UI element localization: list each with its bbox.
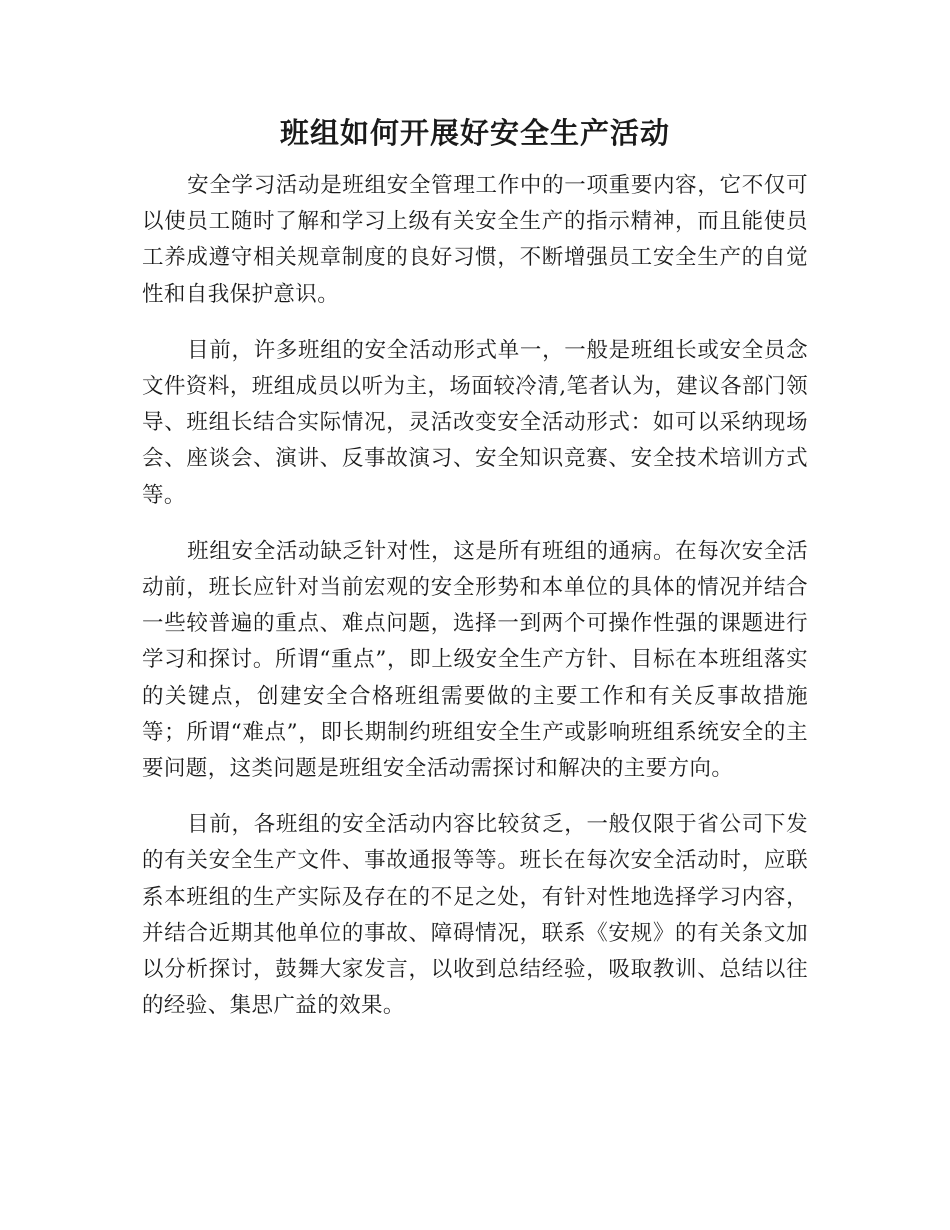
paragraph-2: 目前，许多班组的安全活动形式单一，一般是班组长或安全员念文件资料，班组成员以听为主，场面较冷清,笔者认为，建议各部门领导、班组长结合实际情况，灵活改变安全活动形式：如可以采纳现场会、座谈会、演讲、反事故演习、安全知识竞赛、安全技术培训方式等。 [142,337,808,508]
document-title: 班组如何开展好安全生产活动 [279,116,670,150]
paragraph-1: 安全学习活动是班组安全管理工作中的一项重要内容，它不仅可以使员工随时了解和学习上级有关安全生产的指示精神，而且能使员工养成遵守相关规章制度的良好习惯，不断增强员工安全生产的自觉性和自我保护意识。 [142,173,808,307]
paragraph-4: 目前，各班组的安全活动内容比较贫乏，一般仅限于省公司下发的有关安全生产文件、事故通报等等。班长在每次安全活动时，应联系本班组的生产实际及存在的不足之处，有针对性地选择学习内容，并结合近期其他单位的事故、障碍情况，联系《安规》的有关条文加以分析探讨，鼓舞大家发言，以收到总结经验，吸取教训、总结以往的经验、集思广益的效果。 [142,812,808,1019]
document-page [142,110,808,1044]
paragraph-3: 班组安全活动缺乏针对性，这是所有班组的通病。在每次安全活动前，班长应针对当前宏观的安全形势和本单位的具体的情况并结合一些较普遍的重点、难点问题，选择一到两个可操作性强的课题进行学习和探讨。所谓“重点”，即上级安全生产方针、目标在本班组落实的关键点，创建安全合格班组需要做的主要工作和有关反事故措施等；所谓“难点”，即长期制约班组安全生产或影响班组系统安全的主要问题，这类问题是班组安全活动需探讨和解决的主要方向。 [142,538,808,782]
